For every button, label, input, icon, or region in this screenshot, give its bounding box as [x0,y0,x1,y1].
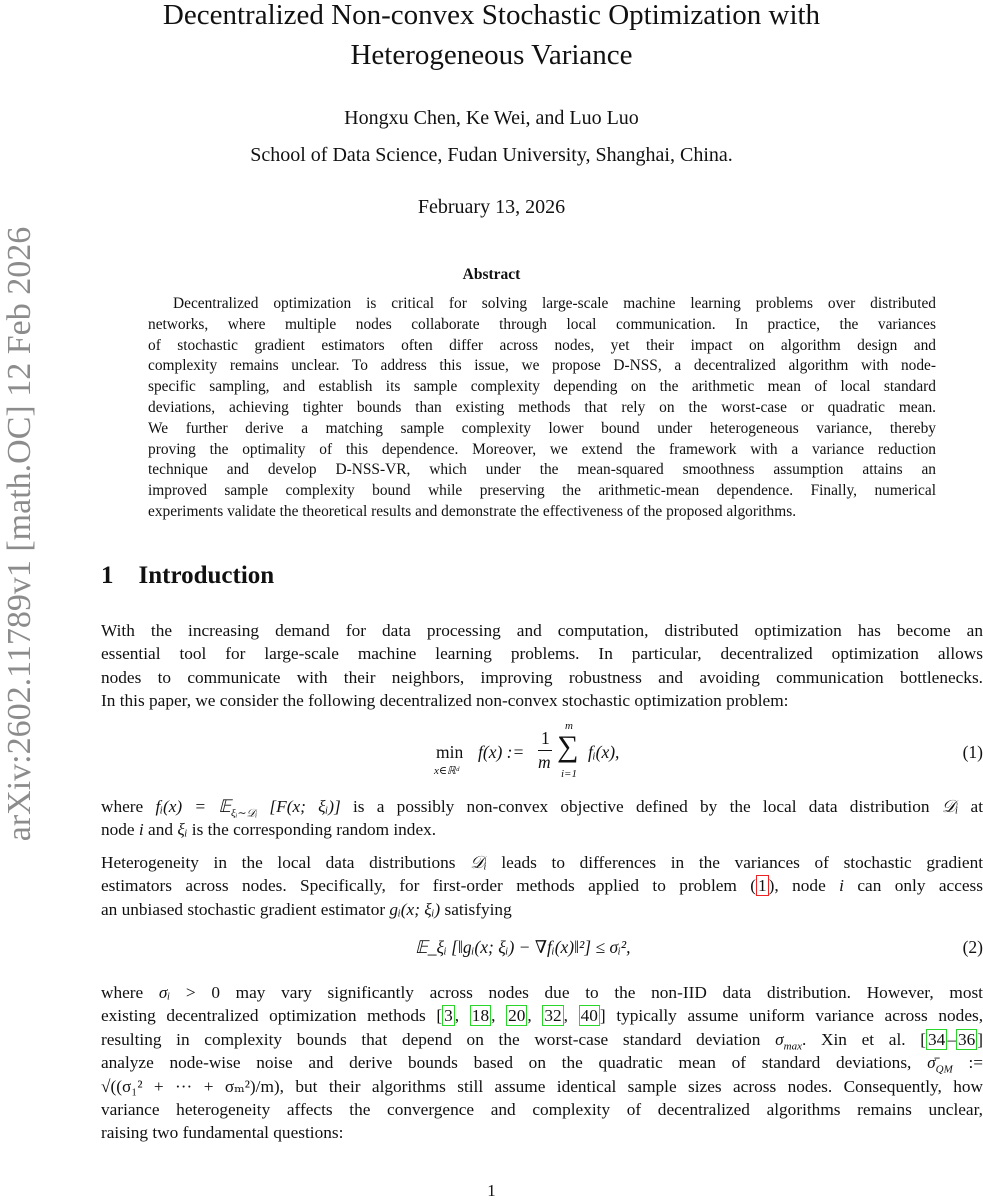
paper-title-line-1: Decentralized Non-convex Stochastic Optimization with [162,0,821,31]
math-subscript: ξᵢ∼𝒟ᵢ [230,807,258,820]
eq-sum-top: m [565,720,573,732]
paragraph-line [101,820,983,840]
text: at [958,797,983,816]
paragraph-line [101,621,983,641]
math: 𝒟ᵢ [470,853,487,872]
paragraph-line [101,1123,983,1143]
eq-frac-num: 1 [541,728,550,748]
math-subscript: QM [935,1063,953,1076]
eq-min: min [436,742,464,762]
math: [F(x; ξᵢ)] [257,797,341,816]
eq-frac-den: m [538,752,551,772]
abstract-line: improved sample complexity bound while preserving the arithmetic-mean dependence. Finally, numerical [148,482,936,500]
eq1-number-row [101,742,983,766]
paragraph-line [101,668,983,688]
abstract-line: complexity remains unclear. To address this issue, we propose D-NSS, a decentralized algorithm with node- [148,357,936,375]
paragraph-line [101,1006,983,1026]
citation-link[interactable]: 36 [957,1029,976,1049]
paragraph-line [101,691,983,711]
authors: Hongxu Chen, Ke Wei, and Luo Luo [344,107,639,129]
text: estimators across nodes. Specifically, for first-order methods applied to problem ( [101,876,757,896]
paper-title-line-2: Heterogeneous Variance [350,39,633,71]
text: node [101,820,139,840]
math: ξᵢ [177,820,188,840]
date: February 13, 2026 [417,196,566,218]
affiliation: School of Data Science, Fudan University, Shanghai, China. [250,144,733,166]
eq-rhs: fᵢ(x), [588,742,620,762]
citation-link[interactable]: 18 [471,1006,490,1026]
arxiv-stamp: arXiv:2602.11789v1 [math.OC] 12 Feb 2026 [1,226,38,842]
equation-number-1: (1) [962,742,983,762]
abstract-line: deviations, achieving tighter bounds than existing methods that rely on the worst-case or quadratic mean. [148,399,936,416]
text: where [101,797,156,816]
math: σ̄ [927,1053,936,1073]
text: ), node [768,876,840,896]
text: Heterogeneity in the local data distributions [101,853,471,872]
text: ] typically assume uniform variance across nodes, [599,1006,983,1026]
text: is the corresponding random index. [187,820,437,840]
abstract-line: Decentralized optimization is critical for solving large-scale machine learning problems over distributed [173,295,936,312]
text: existing decentralized optimization methods [ [101,1006,443,1026]
paragraph-line [101,797,983,820]
citation-link[interactable]: 40 [580,1006,598,1026]
abstract-line: networks, where multiple nodes collaborate through local communication. In practice, the variances [148,315,936,333]
text: essential tool for large-scale machine learning problems. In particular, decentralized optimization allows [101,644,983,664]
section-title: Introduction [138,562,275,589]
abstract-heading: Abstract [462,266,521,283]
text: , [491,1006,507,1026]
text: and [143,820,178,840]
equation-number-2: (2) [962,937,983,957]
paragraph-line [101,900,983,920]
text: where [101,983,159,1002]
text: an unbiased stochastic gradient estimator [101,899,390,919]
abstract-line: proving the optimality of this dependence. Moreover, we extend the framework with a variance reduction [148,440,936,458]
abstract-line: of stochastic gradient estimators often differ across nodes, yet their impact on algorithm design and [148,336,936,354]
math: i [839,876,844,896]
text: leads to differences in the variances of stochastic gradient [486,853,983,872]
equation-2: 𝔼_ξᵢ [‖gᵢ(x; ξᵢ) − ∇fᵢ(x)‖²] ≤ σᵢ², [415,937,631,957]
text: With the increasing demand for data processing and computation, distributed optimization has become an [101,621,983,640]
math-subscript: max [783,1040,802,1053]
text: is a possibly non-convex objective defined by the local data distribution [340,797,942,816]
text: can only access [843,876,983,896]
text: – [947,1029,956,1049]
text: In this paper, we consider the following decentralized non-convex stochastic optimization problem: [101,691,789,711]
text: variance heterogeneity affects the convergence and complexity of decentralized algorithms remains unclear, [101,1100,983,1119]
paragraph-line [101,1100,983,1120]
paragraph-line [101,876,983,896]
text: ] [977,1029,983,1049]
text: , [563,1006,579,1026]
text: √((σ₁² + ··· + σₘ²)/m), but their algorithms still assume identical sample sizes across nodes. Consequently, how [101,1076,983,1096]
text: := [952,1053,983,1073]
citation-link[interactable]: 34 [928,1029,946,1049]
text: . Xin et al. [ [802,1029,927,1049]
text: analyze node-wise noise and derive bounds based on the quadratic mean of standard deviations, [101,1053,928,1073]
text: raising two fundamental questions: [101,1123,344,1143]
abstract-line: specific sampling, and establish its sample complexity depending on the arithmetic mean of local standard [148,378,936,396]
paragraph-line [101,644,983,664]
text: , [527,1006,543,1026]
text: > 0 may vary significantly across nodes due to the non-IID data distribution. However, most [170,983,983,1002]
section-number: 1 [101,562,114,589]
eq-min-sub: x∈ℝᵈ [434,765,460,777]
abstract-line: experiments validate the theoretical results and demonstrate the effectiveness of the proposed algorithms. [148,503,797,520]
text: satisfying [440,899,512,919]
paragraph-line [101,853,983,873]
eq-lhs: f(x) := [478,742,525,762]
text: nodes to communicate with their neighbors, improving robustness and avoiding communication bottlenecks. [101,667,983,687]
paragraph-line [101,983,983,1003]
paragraph-line [101,1053,983,1075]
math: gᵢ(x; ξᵢ) [389,899,441,919]
math: i [138,820,144,840]
eq-sum: ∑ [557,730,579,763]
equation-ref-link[interactable]: 1 [758,876,767,896]
citation-link[interactable]: 32 [544,1006,562,1026]
math: σᵢ [158,983,171,1002]
math: 𝒟ᵢ [941,797,959,816]
math: fᵢ(x) = 𝔼 [155,797,231,816]
paragraph-line [101,1030,983,1052]
citation-link[interactable]: 20 [508,1006,526,1026]
page-number: 1 [487,1181,496,1200]
abstract-line: technique and develop D-NSS-VR, which under the mean-squared smoothness assumption attains an [148,461,936,479]
section-heading [101,562,274,590]
citation-link[interactable]: 3 [444,1006,453,1026]
text: , [454,1006,470,1026]
text: resulting in complexity bounds that depend on the worst-case standard deviation [101,1029,776,1049]
abstract-line: We further derive a matching sample complexity lower bound under heterogeneous variance, thereby [148,419,936,437]
eq-sum-bot: i=1 [561,768,577,780]
eq2-number-row [101,937,983,961]
math: σ [775,1029,784,1049]
paragraph-line [101,1077,983,1097]
